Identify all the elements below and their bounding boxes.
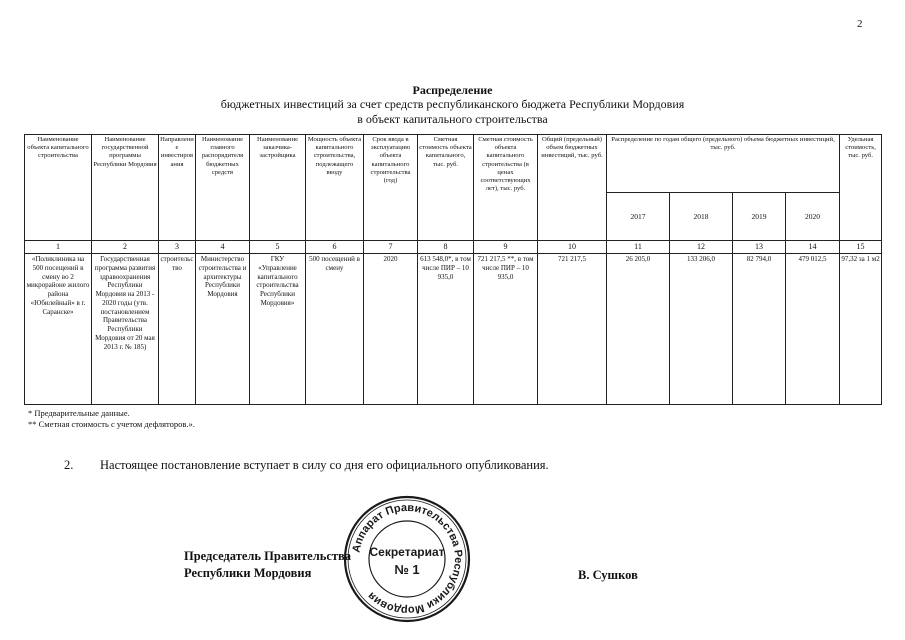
cell-object-name: «Поликлиника на 500 посещений в смену во 2 микрорайоне жилого района «Юбилейный» в г. Саранске» (25, 254, 92, 405)
year-2018: 2018 (670, 193, 733, 241)
cell-capacity: 500 посещений в смену (306, 254, 364, 405)
column-number: 1 (25, 241, 92, 254)
cell-total-investment: 721 217,5 (538, 254, 607, 405)
column-number: 12 (670, 241, 733, 254)
signatory-position-line-2: Республики Мордовия (184, 565, 312, 580)
paragraph-text: Настоящее постановление вступает в силу со дня его официального опубликования. (100, 458, 549, 472)
header-estimated-cost: Сметная стоимость объекта капитального, тыс. руб. (418, 135, 474, 241)
cell-2019: 82 794,0 (733, 254, 786, 405)
column-number: 10 (538, 241, 607, 254)
column-number: 7 (364, 241, 418, 254)
header-unit-cost: Удельная стоимость, тыс. руб. (840, 135, 882, 241)
column-number: 13 (733, 241, 786, 254)
stamp-center-line-1: Секретариат (369, 545, 445, 559)
page-number: 2 (857, 18, 863, 30)
column-number: 6 (306, 241, 364, 254)
header-distribution-by-year: Распределение по годам общего (предельного) объема бюджетных инвестиций, тыс. руб. (607, 135, 840, 193)
column-number: 5 (250, 241, 306, 254)
cell-direction: строительство (159, 254, 196, 405)
signatory-position-line-1: Председатель Правительства (184, 549, 352, 563)
header-program: Наименование государственной программы Республики Мордовия (92, 135, 159, 241)
cell-commissioning-year: 2020 (364, 254, 418, 405)
header-customer: Наименование заказчика-застройщика (250, 135, 306, 241)
document-subtitle-line-2: в объект капитального строительства (357, 112, 548, 126)
cell-program: Государственная программа развития здравоохранения Республики Мордовия на 2013 - 2020 годы (утв. постановлением Правительства Республики Мордовия от 20 мая 2013 г. № 185) (92, 254, 159, 405)
cell-2018: 133 206,0 (670, 254, 733, 405)
year-2017: 2017 (607, 193, 670, 241)
document-subtitle: бюджетных инвестиций за счет средств республиканского бюджета Республики Мордовия (220, 97, 685, 111)
signatory-position (184, 548, 351, 582)
stamp-ring-text: Аппарат Правительства Республики Мордовия (350, 501, 465, 617)
header-object-name: Наименование объекта капитального строительства (25, 135, 92, 241)
header-commissioning-year: Срок ввода в эксплуатацию объекта капитального строительства (год) (364, 135, 418, 241)
column-number: 2 (92, 241, 159, 254)
cell-unit-cost: 97,32 за 1 м2 (840, 254, 882, 405)
header-budget-holder: Наименование главного распорядителя бюджетных средств (196, 135, 250, 241)
column-number: 8 (418, 241, 474, 254)
header-capacity: Мощность объекта капитального строительства, подлежащего вводу (306, 135, 364, 241)
column-number: 9 (474, 241, 538, 254)
header-estimated-cost-current: Сметная стоимость объекта капитального строительства (в ценах соответствующих лет), тыс. руб. (474, 135, 538, 241)
header-total-investment: Общий (предельный) объем бюджетных инвестиций, тыс. руб. (538, 135, 607, 241)
footnote-preliminary: * Предварительные данные. (28, 408, 130, 418)
document-title: Распределение (412, 83, 493, 97)
cell-2017: 26 205,0 (607, 254, 670, 405)
column-number: 3 (159, 241, 196, 254)
investment-table (24, 134, 882, 405)
cell-2020: 479 012,5 (786, 254, 840, 405)
column-number: 14 (786, 241, 840, 254)
cell-customer: ГКУ «Управление капитального строительства Республики Мордовия» (250, 254, 306, 405)
cell-budget-holder: Министерство строительства и архитектуры Республики Мордовия (196, 254, 250, 405)
column-number: 15 (840, 241, 882, 254)
cell-estimated-cost-current: 721 217,5 **, в том числе ПИР – 10 935,0 (474, 254, 538, 405)
header-direction: Направление инвестирования (159, 135, 196, 241)
column-number: 4 (196, 241, 250, 254)
column-number: 11 (607, 241, 670, 254)
cell-estimated-cost: 613 548,0*, в том числе ПИР – 10 935,0 (418, 254, 474, 405)
year-2020: 2020 (786, 193, 840, 241)
stamp-center-line-2: № 1 (394, 562, 420, 577)
footnote-deflators: ** Сметная стоимость с учетом дефляторов.». (28, 419, 195, 429)
signatory-name: В. Сушков (578, 568, 638, 582)
paragraph-number: 2. (64, 458, 74, 472)
year-2019: 2019 (733, 193, 786, 241)
official-stamp (342, 494, 472, 624)
